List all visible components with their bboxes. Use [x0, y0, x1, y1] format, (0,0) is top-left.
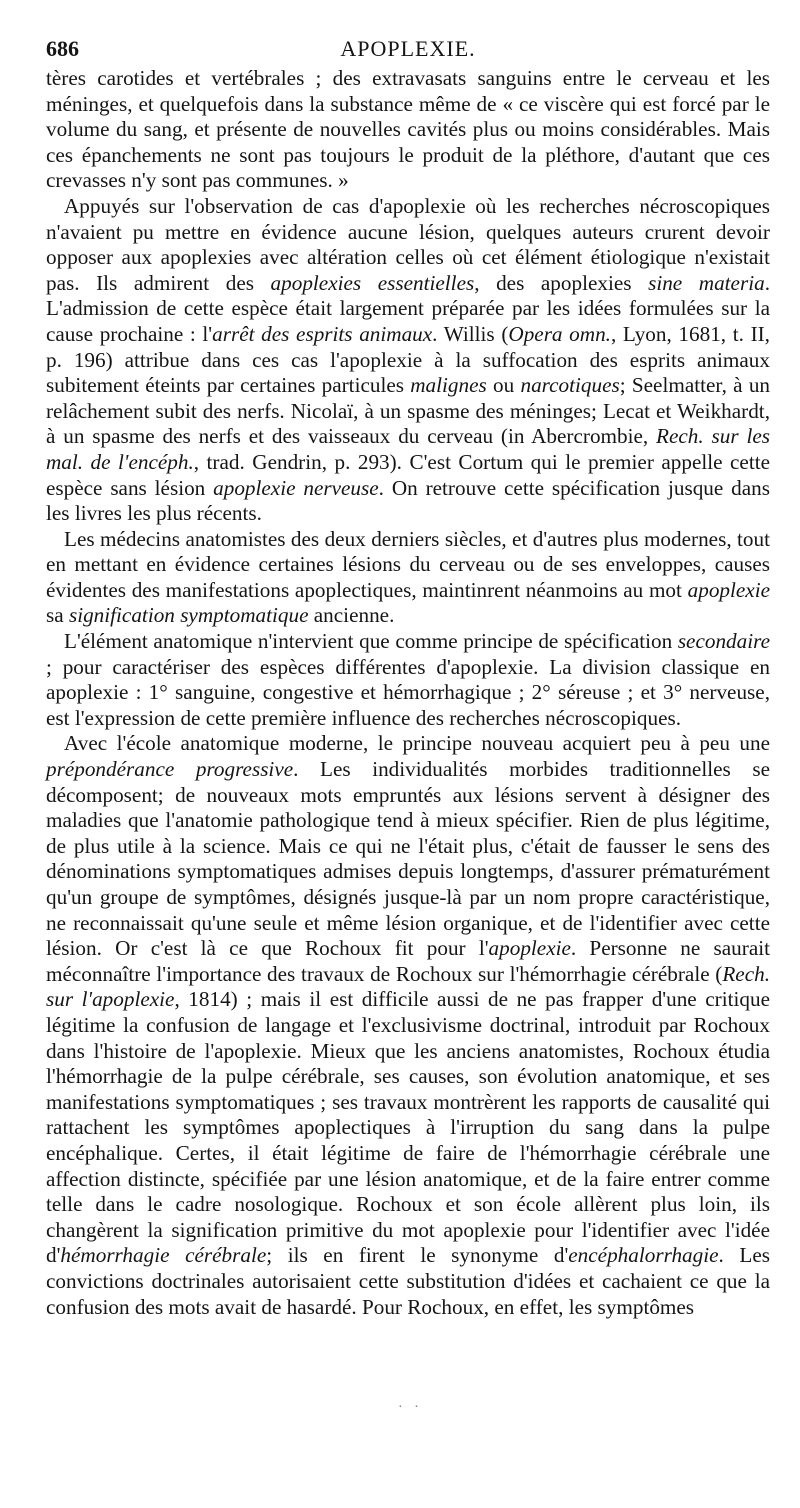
- page-header: [46, 28, 770, 66]
- paragraph: [46, 66, 770, 194]
- text-run: . Personne ne saurait méconnaître l'importance des travaux de Rochoux sur l'hémorrhagie cérébrale (: [46, 936, 770, 986]
- text-run: ou: [486, 373, 521, 398]
- page-number: 686: [46, 36, 79, 61]
- text-run: Appuyés sur l'observation de cas d'apoplexie où les recherches nécroscopiques n'avaient pu mettre en évidence aucune lésion, quelques auteurs crurent devoir opposer aux apoplexies avec altération celles où cet élément étiologique n'existait pas. Ils admirent des: [46, 193, 770, 295]
- text-run: tères carotides et vertébrales ; des extravasats sanguins entre le cerveau et les méninges, et quelquefois dans la substance même de « ce viscère qui est forcé par le volume du sang, et présente de nouvelles cavités plus ou moins considérables. Mais ces épanchements ne sont pas toujours le produit de la pléthore, d'autant que ces crevasses n'y sont pas communes. »: [46, 66, 770, 193]
- italic-text: Rech. sur les mal. de l'encéph.: [46, 424, 770, 474]
- italic-text: narcotiques: [520, 373, 620, 398]
- text-run: ; pour caractériser des espèces différentes d'apoplexie. La division classique en apoplexie : 1° sanguine, congestive et hémorrhagique ; 2° séreuse ; et 3° nerveuse, est l'expression de cette première influence des recherches nécroscopiques.: [46, 654, 770, 730]
- text-run: , Lyon, 1681, t. II, p. 196) attribue dans ces cas l'apoplexie à la suffocation des esprits animaux subitement éteints par certaines particules: [46, 321, 770, 398]
- italic-text: apoplexie: [687, 577, 770, 602]
- text-run: Les médecins anatomistes des deux derniers siècles, et d'autres plus modernes, tout en mettant en évidence certaines lésions du cerveau ou de ses enveloppes, causes évidentes des manifestations apoplectiques, maintinrent néanmoins au mot: [46, 526, 770, 602]
- italic-text: hémorrhagie cérébrale: [60, 1243, 267, 1268]
- italic-text: Opera omn.: [508, 321, 611, 346]
- running-title: APOPLEXIE.: [340, 36, 476, 61]
- text-run: ; ils en firent le synonyme d': [266, 1243, 569, 1268]
- text-run: . Willis (: [432, 321, 509, 346]
- text-run: , des apoplexies: [474, 270, 649, 295]
- text-run: ; Seelmatter, à un relâchement subit des nerfs. Nicolaï, à un spasme des méninges; Lecat et Weikhardt, à un spasme des nerfs et des vaisseaux du cerveau (in Abercrombie,: [46, 373, 771, 449]
- text-run: , trad. Gendrin, p. 293). C'est Cortum qui le premier appelle cette espèce sans lésion: [46, 449, 770, 500]
- print-specks: · ·: [398, 1400, 423, 1415]
- paragraph: [46, 194, 770, 527]
- italic-text: apoplexie nerveuse: [213, 475, 379, 500]
- text-run: L'élément anatomique n'intervient que comme principe de spécification: [64, 629, 678, 654]
- text-run: . On retrouve cette spécification jusque dans les livres les plus récents.: [46, 475, 770, 526]
- italic-text: apoplexies essentielles: [270, 270, 475, 295]
- italic-text: encéphalorrhagie: [568, 1243, 719, 1268]
- italic-text: signification symptomatique: [68, 603, 309, 628]
- italic-text: malignes: [410, 373, 487, 398]
- italic-text: sine materia: [648, 270, 765, 295]
- italic-text: secondaire: [677, 629, 770, 654]
- paragraph: [46, 629, 770, 731]
- text-run: . L'admission de cette espèce était largement préparée par les idées formulées sur la cause prochaine : l': [46, 270, 770, 346]
- paragraph: [46, 527, 770, 629]
- text-run: sa: [46, 603, 69, 628]
- italic-text: arrêt des esprits animaux: [212, 321, 433, 346]
- text-run: ancienne.: [308, 603, 395, 628]
- italic-text: apoplexie: [488, 936, 571, 961]
- text-run: . Les convictions doctrinales autorisaient cette substitution d'idées et cachaient ce que la confusion des mots avait de hasardé. Pour Rochoux, en effet, les symptômes: [46, 1243, 770, 1319]
- body-text: [46, 66, 770, 1320]
- italic-text: Rech. sur l'apoplexie: [46, 961, 770, 1012]
- text-run: , 1814) ; mais il est difficile aussi de ne pas frapper d'une critique légitime la confusion de langage et l'exclusivisme doctrinal, introduit par Rochoux dans l'histoire de l'apoplexie. Mieux que les anciens anatomistes, Rochoux étudia l'hémorrhagie de la pulpe cérébrale, ses causes, son évolution anatomique, et ses manifestations symptomatiques ; ses travaux montrèrent les rapports de causalité qui rattachent les symptômes apoplectiques à l'irruption du sang dans la pulpe encéphalique. Certes, il était légitime de faire de l'hémorrhagie cérébrale une affection distincte, spécifiée par une lésion anatomique, et de la faire entrer comme telle dans le cadre nosologique. Rochoux et son école allèrent plus loin, ils changèrent la signification primitive du mot apoplexie pour l'identifier avec l'idée d': [46, 987, 770, 1268]
- paragraph: [46, 731, 770, 1320]
- italic-text: prépondérance progressive: [46, 757, 294, 782]
- text-run: . Les individualités morbides traditionnelles se décomposent; de nouveaux mots empruntés aux lésions servent à désigner des maladies que l'anatomie pathologique tend à mieux spécifier. Rien de plus légitime, de plus utile à la science. Mais ce qui ne l'était plus, c'était de fausser le sens des dénominations symptomatiques admises depuis longtemps, d'assurer prématurément qu'un groupe de symptômes, désignés jusque-là par un nom propre caractéristique, ne reconnaissait qu'une seule et même lésion organique, et de l'identifier avec cette lésion. Or c'est là ce que Rochoux fit pour l': [46, 757, 770, 961]
- text-run: Avec l'école anatomique moderne, le principe nouveau acquiert peu à peu une: [64, 731, 770, 756]
